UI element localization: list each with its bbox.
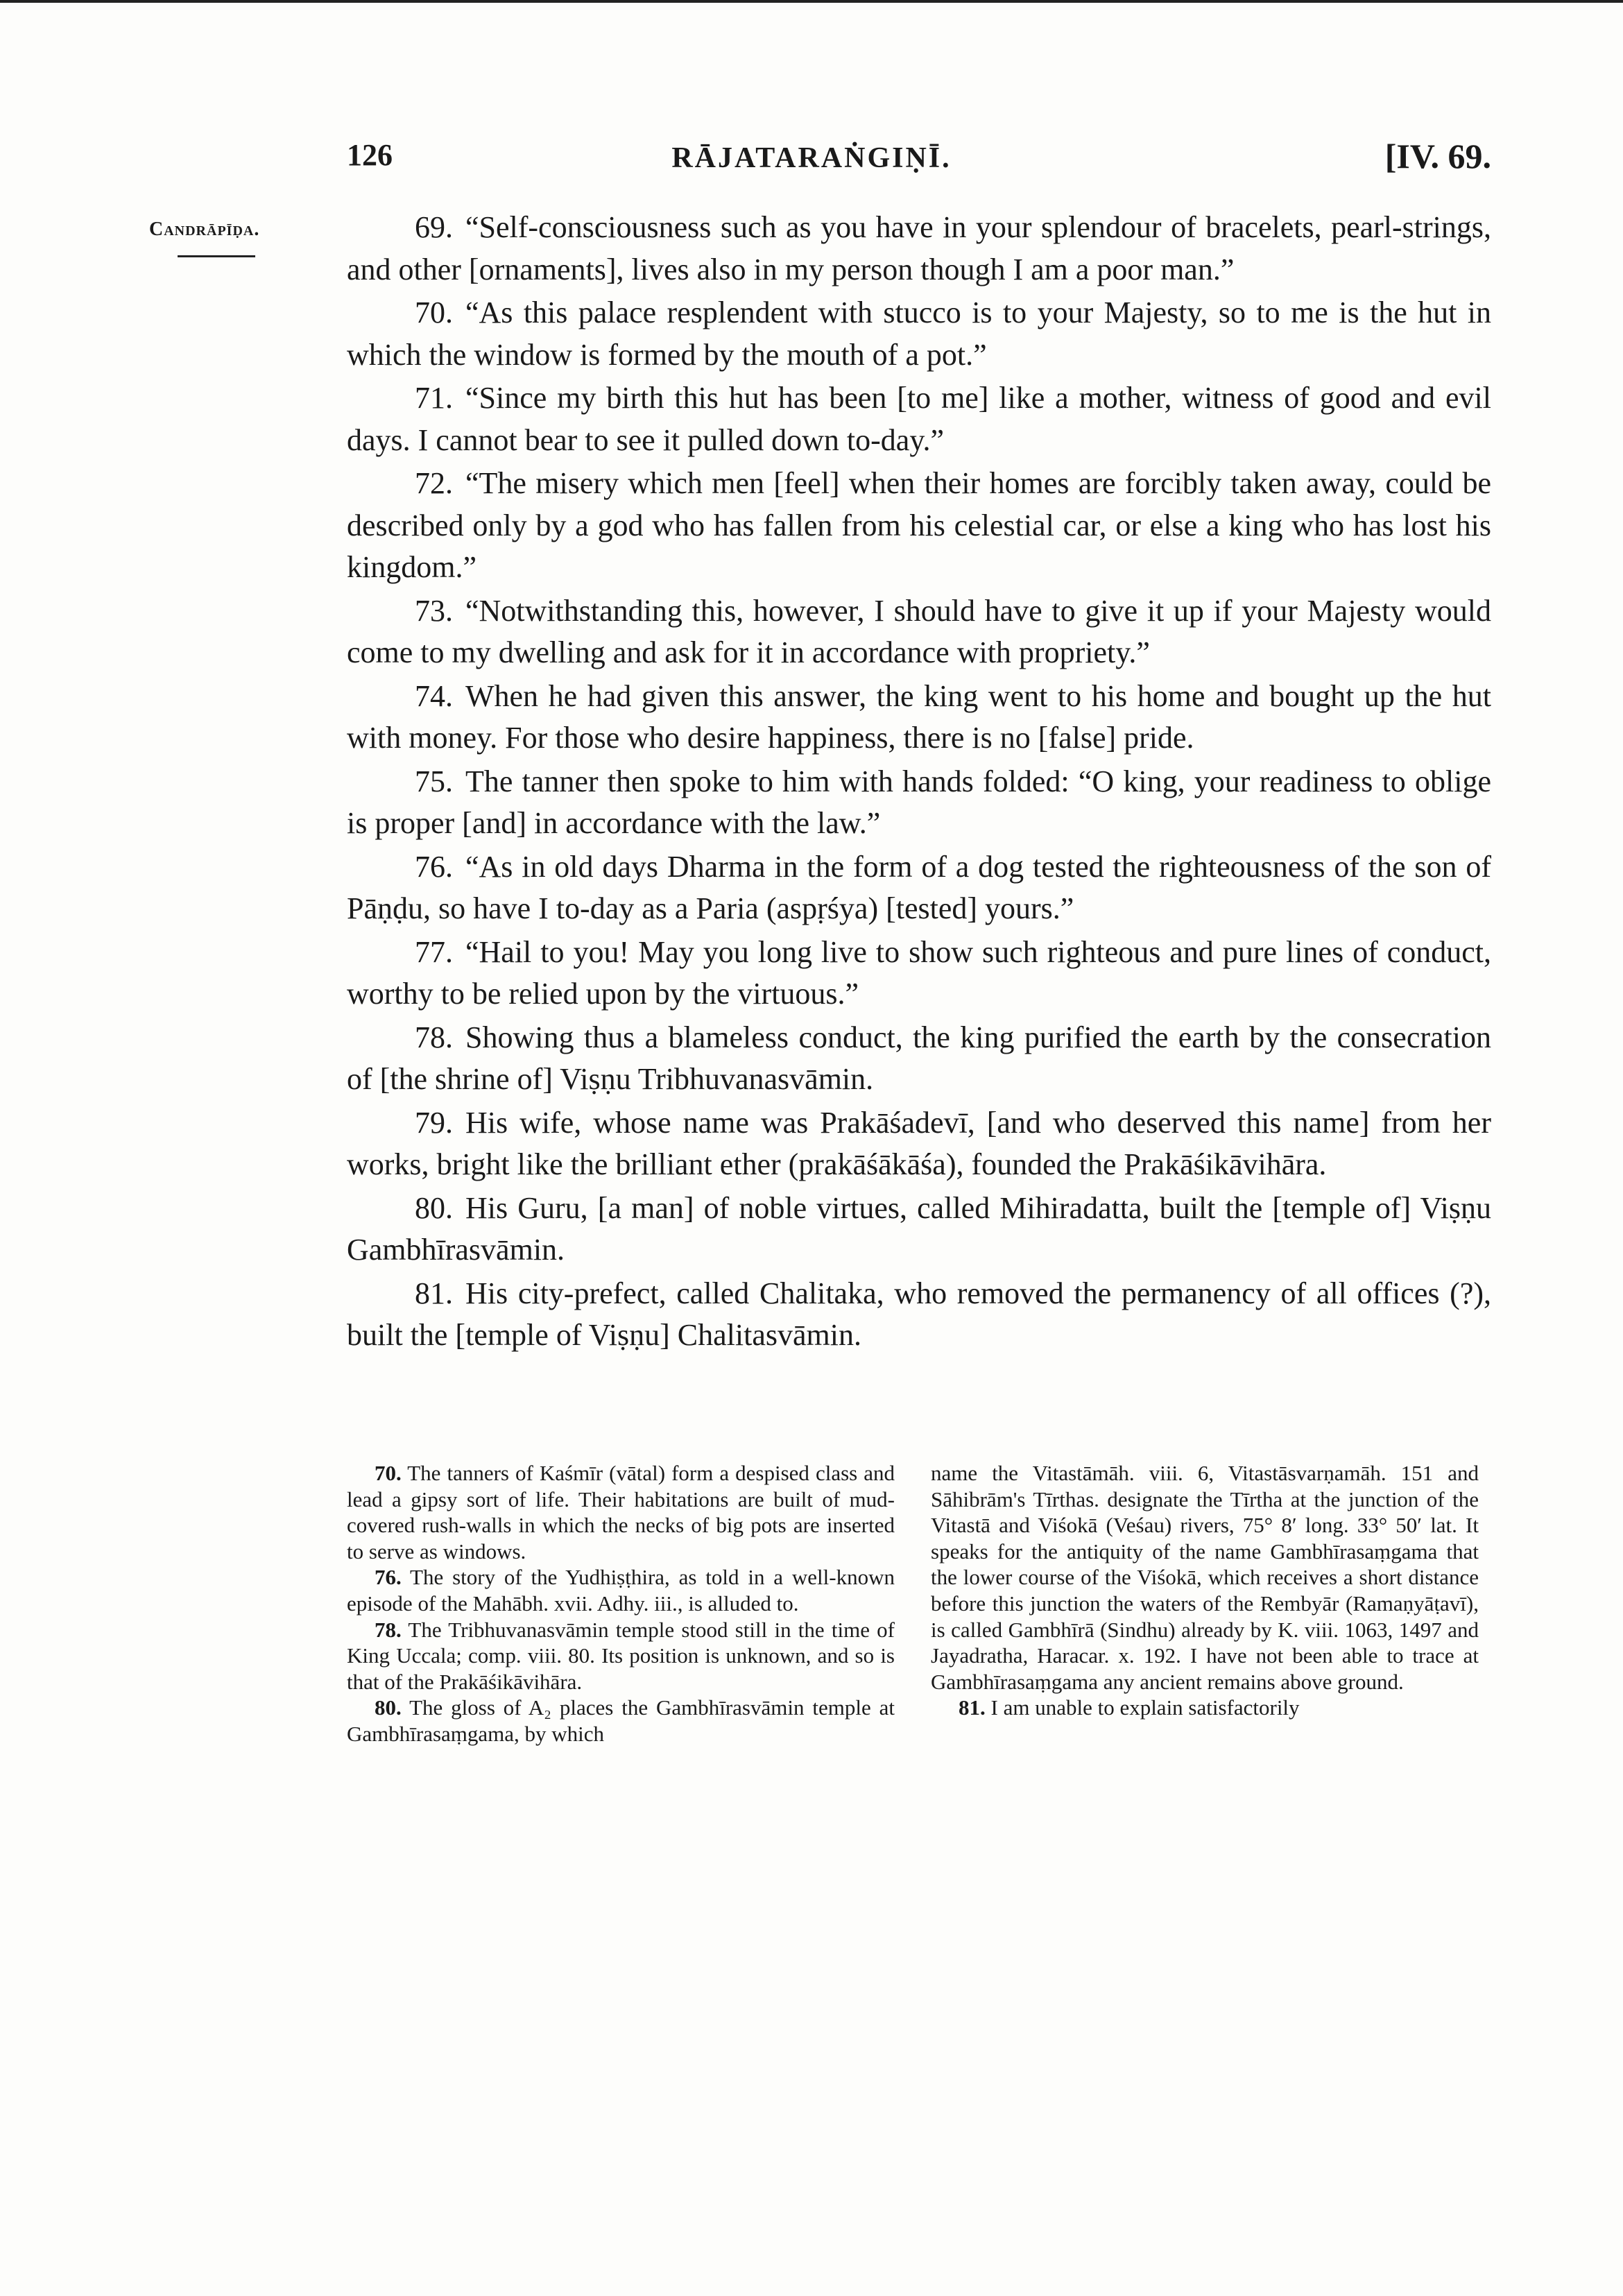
footnote-number: 80.	[375, 1695, 402, 1720]
verse	[347, 1273, 1491, 1357]
verse-text: His wife, whose name was Prakāśadevī, [and who deserved this name] from her works, bright like the brilliant ether (prakāśākāśa), founded the Prakāśikāvihāra.	[347, 1105, 1491, 1181]
verse-text: The tanner then spoke to him with hands folded: “O king, your readiness to oblige is proper [and] in accordance with the law.”	[347, 764, 1491, 840]
verse	[347, 463, 1491, 589]
verse-number: 75.	[415, 764, 453, 798]
running-title: RĀJATARAṄGIṆĪ.	[671, 142, 952, 174]
running-header	[0, 132, 1623, 187]
verse-number: 72.	[415, 466, 453, 500]
verse	[347, 1102, 1491, 1186]
verse-number: 74.	[415, 678, 453, 713]
verse	[347, 932, 1491, 1016]
verse-text: “Hail to you! May you long live to show such righteous and pure lines of conduct, worthy to be relied upon by the virtuous.”	[347, 934, 1491, 1011]
verse-number: 73.	[415, 593, 453, 628]
verse-number: 77.	[415, 934, 453, 969]
verse-translation-body	[347, 207, 1491, 1357]
verse-text: His city-prefect, called Chalitaka, who removed the permanency of all offices (?), built the [temple of Viṣṇu] Chalitasvāmin.	[347, 1276, 1491, 1352]
verse	[347, 377, 1491, 461]
verse-text: Showing thus a blameless conduct, the king purified the earth by the consecration of [the shrine of] Viṣṇu Tribhuvanasvāmin.	[347, 1020, 1491, 1096]
footnote-number: 70.	[375, 1461, 402, 1485]
footnote-number: 76.	[375, 1565, 402, 1590]
verse-text: “Since my birth this hut has been [to me] like a mother, witness of good and evil days. I cannot bear to see it pulled down to-day.”	[347, 381, 1491, 457]
verse	[347, 590, 1491, 674]
verse-number: 78.	[415, 1020, 453, 1054]
footnote-text: I am unable to explain satisfactorily	[990, 1695, 1300, 1720]
margin-ruler-name: Candrāpīḍa.	[149, 219, 260, 240]
verse-text: “As in old days Dharma in the form of a dog tested the righteousness of the son of Pāṇḍu, so have I to-day as a Paria (aspṛśya) [tested] yours.”	[347, 849, 1491, 925]
verse-text: His Guru, [a man] of noble virtues, called Mihiradatta, built the [temple of] Viṣṇu Gambhīrasvāmin.	[347, 1190, 1491, 1267]
verse	[347, 1188, 1491, 1271]
verse	[347, 846, 1491, 930]
footnotes-left-column	[347, 1460, 895, 1747]
verse	[347, 1017, 1491, 1101]
verse-number: 81.	[415, 1276, 453, 1310]
footnote-text: The gloss of A₂ places the Gambhīrasvāmin temple at Gambhīrasaṃgama, by which	[347, 1695, 895, 1746]
verse-text: “The misery which men [feel] when their homes are forcibly taken away, could be described only by a god who has fallen from his celestial car, or else a king who has lost his kingdom.”	[347, 466, 1491, 584]
footnote-number: 78.	[375, 1617, 402, 1642]
footnote	[931, 1695, 1479, 1721]
verse-text: “As this palace resplendent with stucco is to your Majesty, so to me is the hut in which the window is formed by the mouth of a pot.”	[347, 295, 1491, 372]
footnote	[347, 1564, 895, 1616]
verse-number: 79.	[415, 1105, 453, 1140]
footnote-continuation: name the Vitastāmāh. viii. 6, Vitastāsvarṇamāh. 151 and Sāhibrām's Tīrthas. designate the Tīrtha at the junction of the Vitastā and Viśokā (Veśau) rivers, 75° 8′ long. 33° 50′ lat. It speaks for the antiquity of the name Gambhīrasaṃgama that the lower course of the Viśokā, which receives a short distance before this junction the waters of the Rembyār (Ramaṇyāṭavī), is called Gambhīrā (Sindhu) already by K. viii. 1063, 1497 and Jayadratha, Haracar. x. 192. I have not been able to trace at Gambhīrasaṃgama any ancient remains above ground.	[931, 1461, 1479, 1694]
footnotes-right-column	[931, 1460, 1479, 1721]
verse-text: When he had given this answer, the king went to his home and bought up the hut with money. For those who desire happiness, there is no [false] pride.	[347, 678, 1491, 755]
verse-text: “Notwithstanding this, however, I should have to give it up if your Majesty would come to my dwelling and ask for it in accordance with propriety.”	[347, 593, 1491, 669]
footnote	[347, 1617, 895, 1695]
section-reference: [IV. 69.	[1384, 137, 1491, 175]
footnote-text: The story of the Yudhiṣṭhira, as told in a well-known episode of the Mahābh. xvii. Adhy. iii., is alluded to.	[347, 1565, 895, 1616]
verse-number: 70.	[415, 295, 453, 329]
verse-number: 80.	[415, 1190, 453, 1225]
top-border-line	[0, 0, 1623, 3]
verse-number: 71.	[415, 381, 453, 415]
footnote	[347, 1460, 895, 1564]
margin-rule-divider	[178, 255, 255, 257]
footnote-text: The Tribhuvanasvāmin temple stood still in the time of King Uccala; comp. viii. 80. Its position is unknown, and so is that of the Prakāśikāvihāra.	[347, 1617, 895, 1694]
verse-number: 76.	[415, 849, 453, 884]
verse	[347, 207, 1491, 291]
verse	[347, 676, 1491, 760]
footnote-text: The tanners of Kaśmīr (vātal) form a despised class and lead a gipsy sort of life. Their habitations are built of mud-covered rush-walls in which the necks of big pots are inserted to serve as windows.	[347, 1461, 895, 1563]
footnote-number: 81.	[959, 1695, 986, 1720]
verse-text: “Self-consciousness such as you have in your splendour of bracelets, pearl-strings, and other [ornaments], lives also in my person though I am a poor man.”	[347, 210, 1491, 286]
footnote	[347, 1695, 895, 1747]
verse	[347, 292, 1491, 376]
verse-number: 69.	[415, 210, 453, 244]
verse	[347, 761, 1491, 845]
page-number: 126	[347, 138, 393, 172]
